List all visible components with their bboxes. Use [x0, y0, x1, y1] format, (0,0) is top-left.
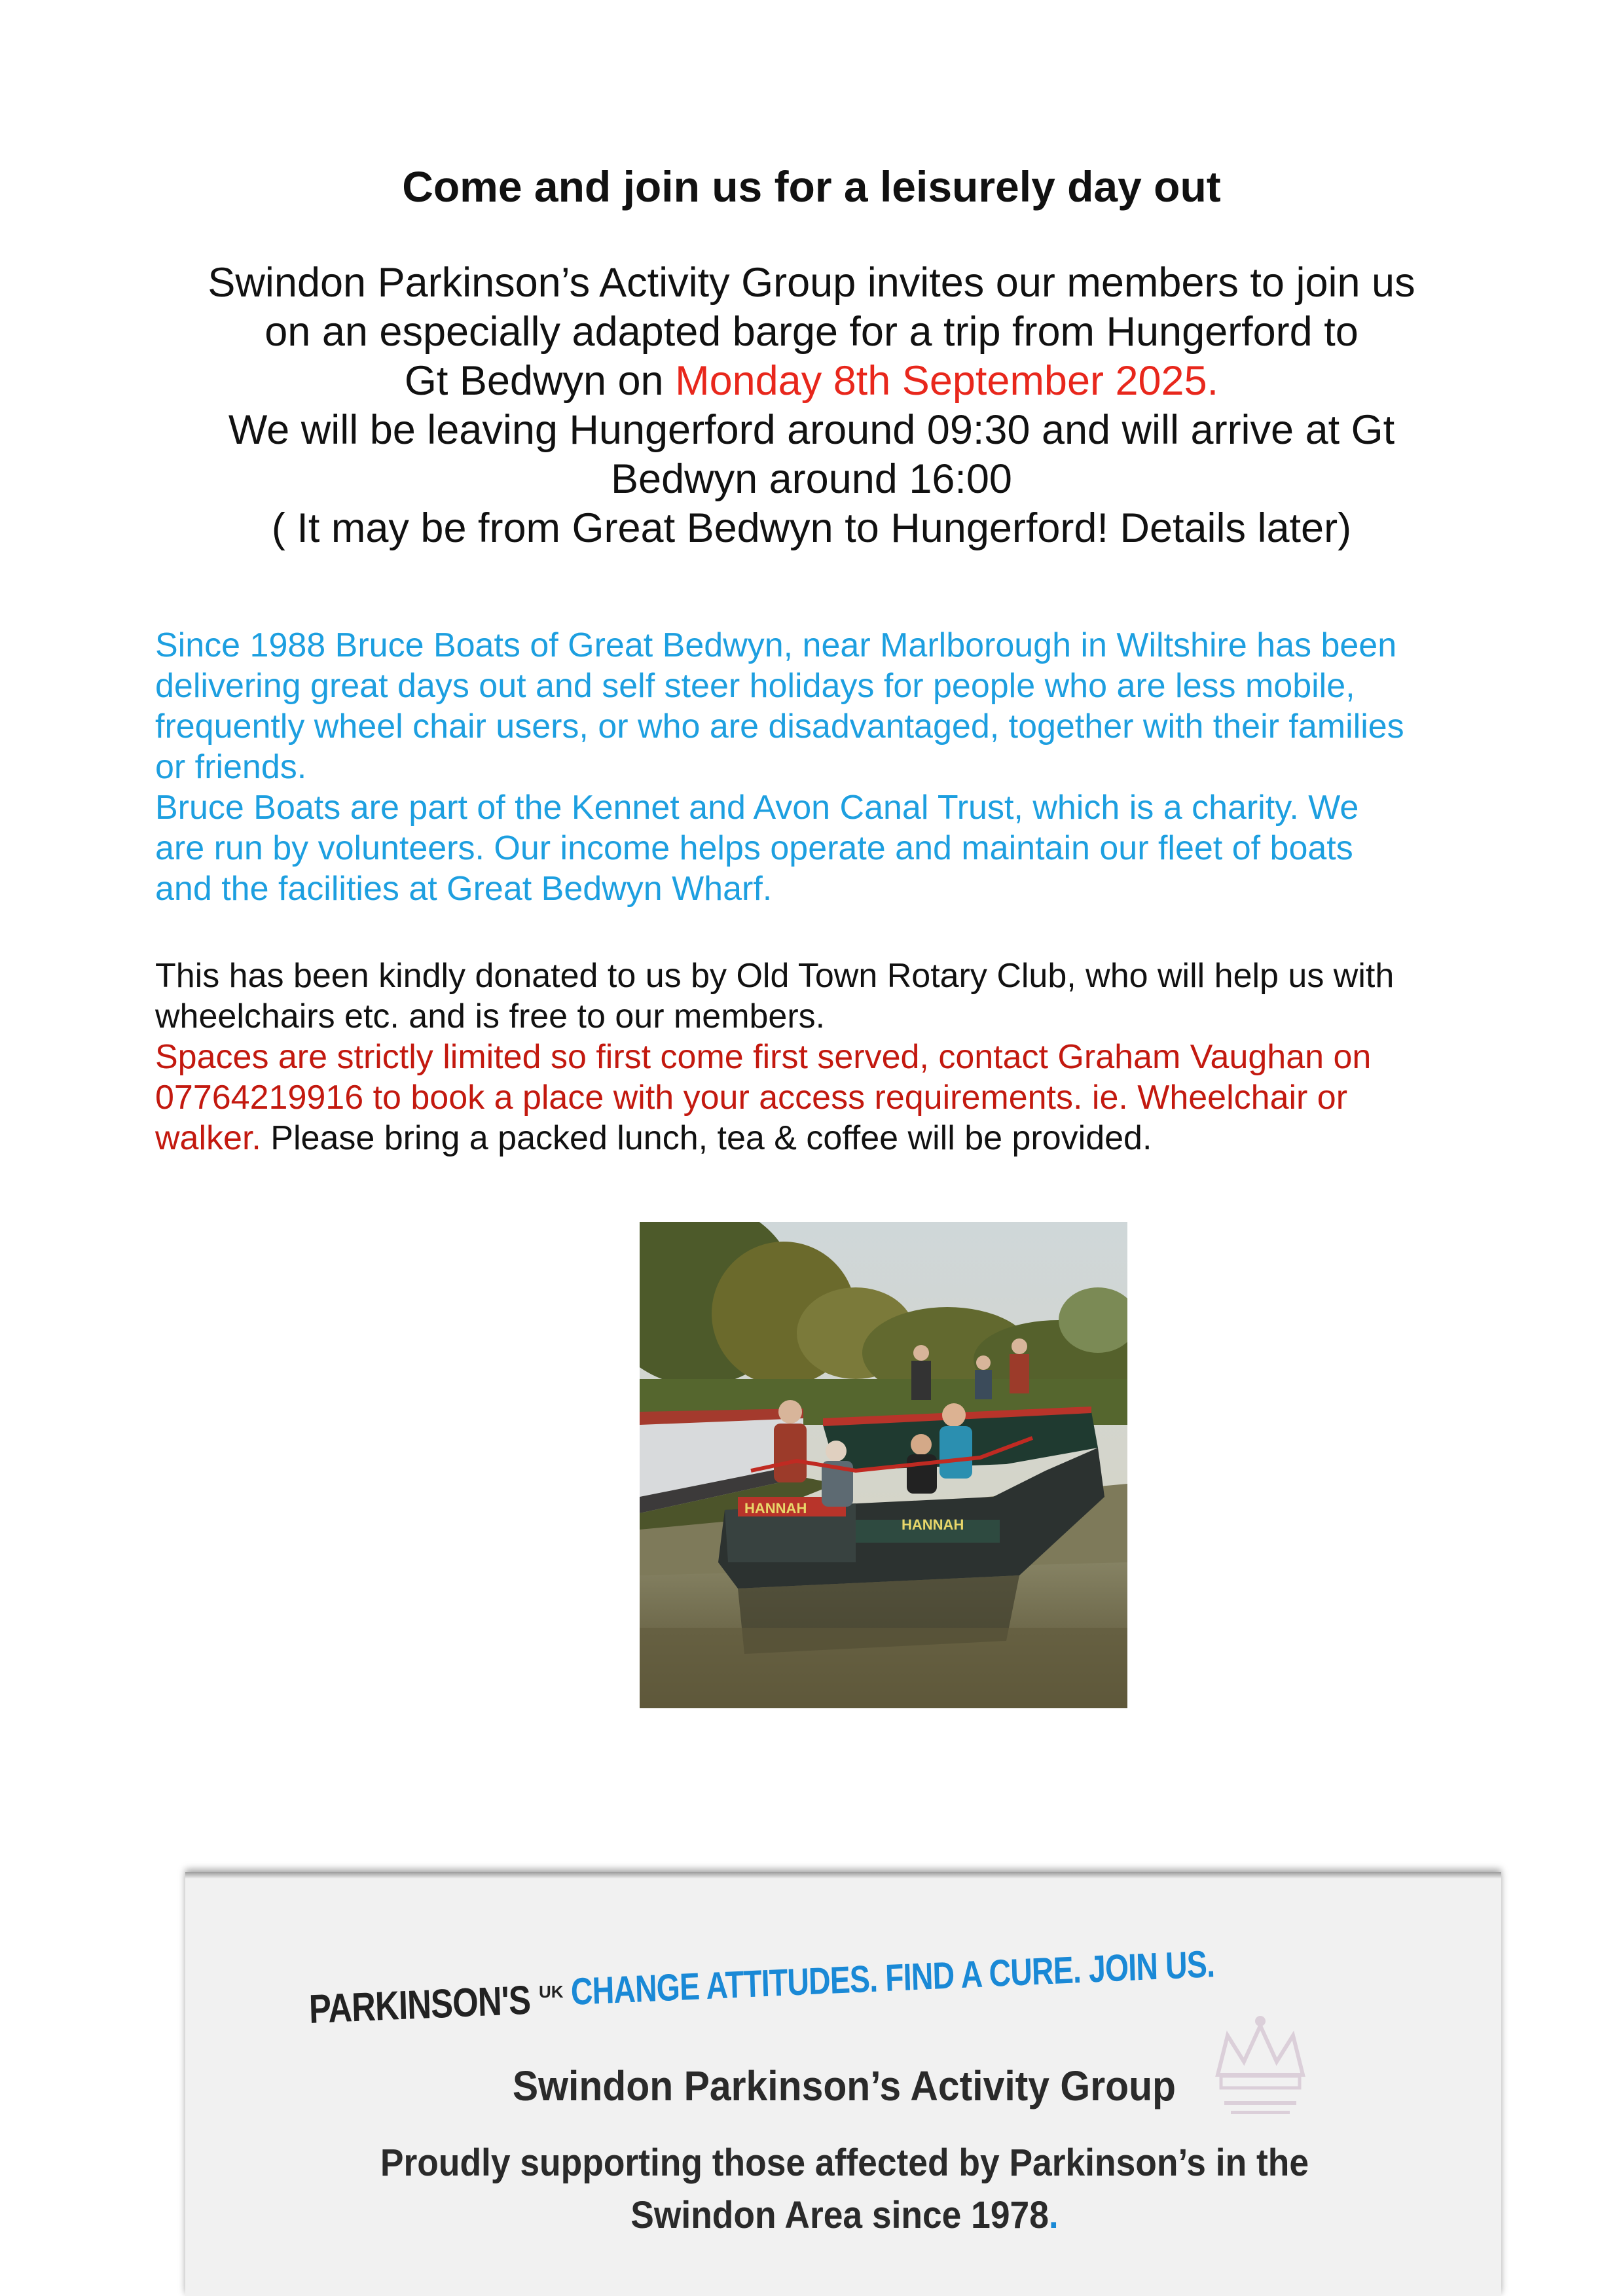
about-line: or friends. [155, 748, 307, 786]
intro-paragraph [79, 259, 1544, 553]
parkinsons-uk-logo: PARKINSON'S [308, 1977, 532, 2032]
support-line-last [369, 2189, 1321, 2242]
slogan: CHANGE ATTITUDES. FIND A CURE. JOIN US. [570, 1943, 1215, 2013]
about-line: delivering great days out and self steer holidays for people who are less mobile, [155, 667, 1355, 705]
about-line: Since 1988 Bruce Boats of Great Bedwyn, near Marlborough in Wiltshire has been [155, 626, 1397, 664]
booking-details [155, 956, 1517, 1158]
canal-boat-photo [640, 1222, 1127, 1708]
details-line: This has been kindly donated to us by Old Town Rotary Club, who will help us with [155, 957, 1395, 995]
about-line: frequently wheel chair users, or who are disadvantaged, together with their families [155, 708, 1404, 745]
group-name: Swindon Parkinson’s Activity Group [512, 2062, 1176, 2109]
intro-line: ( It may be from Great Bedwyn to Hungerford! Details later) [271, 505, 1352, 551]
intro-line: We will be leaving Hungerford around 09:30 and will arrive at Gt [228, 407, 1395, 453]
about-line: are run by volunteers. Our income helps operate and maintain our fleet of boats [155, 829, 1353, 867]
intro-line: Swindon Parkinson’s Activity Group invites our members to join us [208, 260, 1415, 306]
banner-shadow [185, 1872, 1501, 1878]
about-line: Bruce Boats are part of the Kennet and Avon Canal Trust, which is a charity. We [155, 789, 1359, 827]
support-dot: . [1048, 2194, 1059, 2236]
support-statement [369, 2137, 1321, 2242]
intro-line-date [79, 357, 1544, 406]
boat-name-right: HANNAH [902, 1516, 964, 1533]
about-line: and the facilities at Great Bedwyn Wharf. [155, 870, 773, 908]
intro-line-prefix: Gt Bedwyn on [404, 358, 676, 404]
lunch-note: Please bring a packed lunch, tea & coffee will be provided. [261, 1119, 1152, 1157]
page-title: Come and join us for a leisurely day out [402, 162, 1221, 211]
boat-name-left: HANNAH [744, 1500, 807, 1516]
event-date: Monday 8th September 2025. [675, 358, 1219, 404]
intro-line: Bedwyn around 16:00 [611, 456, 1012, 502]
booking-notice-line: Spaces are strictly limited so first come first served, contact Graham Vaughan on [155, 1038, 1372, 1076]
logo-uk-suffix: UK [539, 1982, 564, 2001]
booking-notice-line: 07764219916 to book a place with your access requirements. ie. Wheelchair or [155, 1079, 1348, 1117]
support-line-text: Swindon Area since 1978 [630, 2194, 1049, 2236]
intro-line: on an especially adapted barge for a trip from Hungerford to [264, 309, 1359, 355]
details-line-last [155, 1118, 1517, 1158]
support-line: Proudly supporting those affected by Parkinson’s in the [380, 2142, 1309, 2184]
about-bruce-boats [155, 625, 1517, 909]
booking-notice-end: walker. [155, 1119, 261, 1157]
details-line: wheelchairs etc. and is free to our members. [155, 997, 826, 1035]
